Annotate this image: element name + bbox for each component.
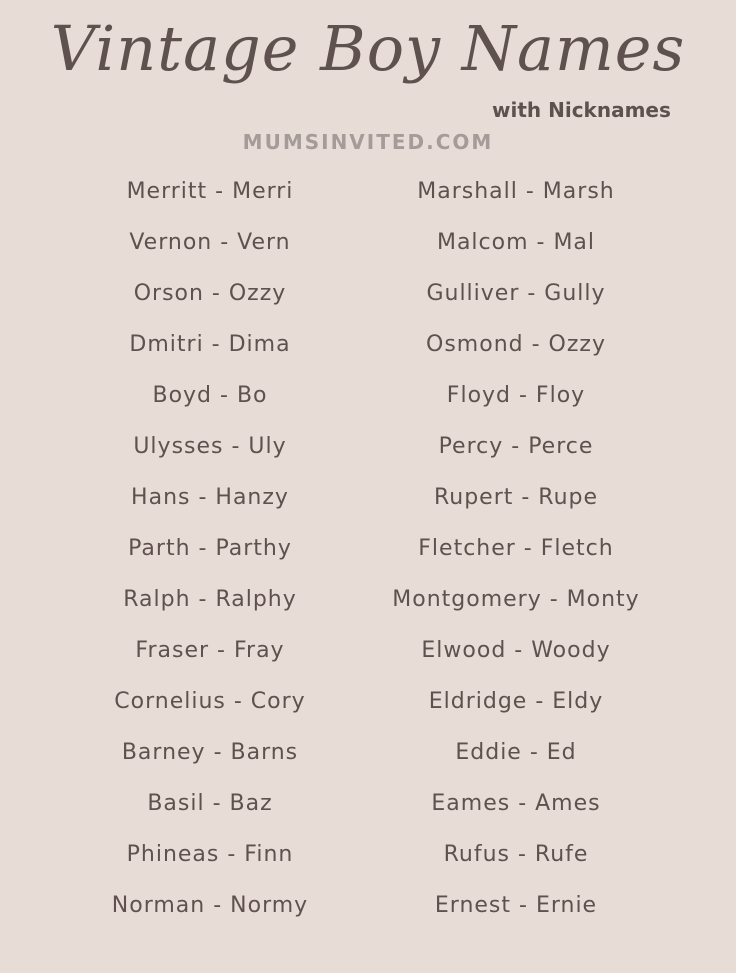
name-item: Ralph - Ralphy — [123, 587, 297, 612]
name-item: Vernon - Vern — [129, 230, 291, 255]
name-item: Floyd - Floy — [446, 383, 586, 408]
page-title: Vintage Boy Names — [50, 12, 686, 85]
name-item: Osmond - Ozzy — [426, 332, 606, 357]
name-item: Phineas - Finn — [126, 842, 294, 867]
name-item: Boyd - Bo — [152, 383, 268, 408]
website-label: MUMSINVITED.COM — [242, 130, 494, 154]
name-item: Barney - Barns — [121, 740, 299, 765]
name-item: Eldridge - Eldy — [428, 689, 604, 714]
name-item: Percy - Perce — [438, 434, 594, 459]
name-item: Elwood - Woody — [421, 638, 611, 663]
name-item: Marshall - Marsh — [417, 179, 615, 204]
name-item: Fletcher - Fletch — [418, 536, 614, 561]
name-item: Merritt - Merri — [126, 179, 294, 204]
name-item: Rufus - Rufe — [443, 842, 589, 867]
name-item: Basil - Baz — [147, 791, 273, 816]
name-item: Montgomery - Monty — [392, 587, 640, 612]
name-item: Dmitri - Dima — [129, 332, 291, 357]
name-item: Rupert - Rupe — [433, 485, 599, 510]
name-item: Fraser - Fray — [135, 638, 285, 663]
name-item: Eddie - Ed — [455, 740, 577, 765]
name-item: Parth - Parthy — [128, 536, 292, 561]
name-item: Gulliver - Gully — [426, 281, 606, 306]
name-item: Malcom - Mal — [436, 230, 596, 255]
name-item: Cornelius - Cory — [114, 689, 306, 714]
name-item: Eames - Ames — [431, 791, 601, 816]
name-item: Orson - Ozzy — [133, 281, 287, 306]
page-subtitle: with Nicknames — [492, 98, 671, 122]
name-item: Norman - Normy — [111, 893, 309, 918]
name-item: Ulysses - Uly — [133, 434, 287, 459]
name-item: Hans - Hanzy — [131, 485, 289, 510]
name-item: Ernest - Ernie — [434, 893, 598, 918]
